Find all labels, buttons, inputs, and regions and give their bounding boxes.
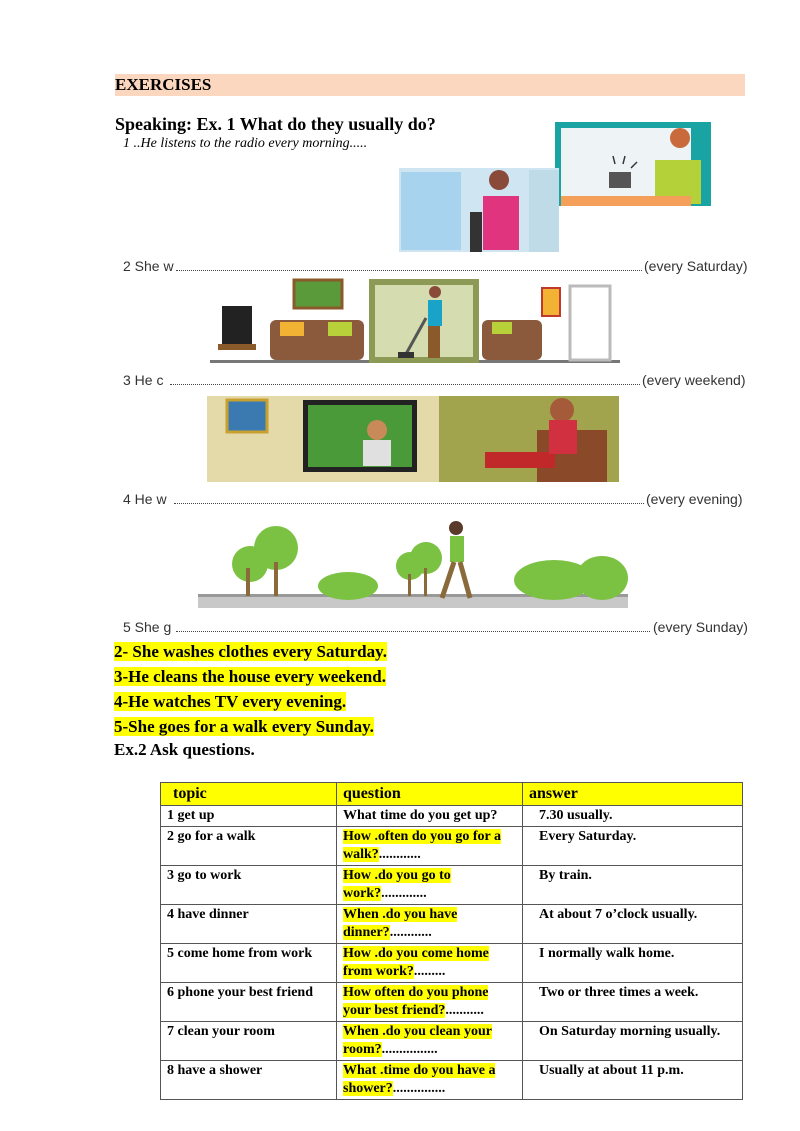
question-cell [337, 905, 523, 944]
topic-cell: 4 have dinner [161, 905, 337, 944]
sentence-4-hint: (every evening) [646, 491, 743, 507]
question-dots: ......... [413, 964, 446, 979]
table-row [161, 806, 743, 827]
question-text: How .do you go to work? [343, 868, 451, 901]
question-text: When .do you clean your room? [343, 1024, 492, 1057]
answer-blank-line [174, 503, 644, 504]
answer-cell [523, 1022, 743, 1061]
answer-blank-line [176, 270, 642, 271]
answer-2: 2- She washes clothes every Saturday. [114, 642, 387, 661]
question-cell [337, 1061, 523, 1100]
answer-text: At about 7 o’clock usually. [539, 907, 698, 922]
question-cell [337, 806, 523, 827]
exercise-2-title: Ex.2 Ask questions. [114, 740, 255, 759]
table-row [161, 866, 743, 905]
answer-blank-line [170, 384, 640, 385]
table-row [161, 944, 743, 983]
sentence-5-prefix: 5 She g [123, 619, 172, 635]
topic-cell: 5 come home from work [161, 944, 337, 983]
answer-text: Every Saturday. [539, 829, 637, 844]
question-dots: ............... [392, 1081, 446, 1096]
vacuum-room-illustration [210, 278, 620, 364]
answer-cell [523, 806, 743, 827]
answer-blank-line [176, 631, 650, 632]
topic-cell: 8 have a shower [161, 1061, 337, 1100]
table-row [161, 905, 743, 944]
question-dots: ................ [381, 1042, 438, 1057]
answer-text: I normally walk home. [539, 946, 675, 961]
column-header-answer: answer [523, 783, 743, 806]
question-text: How often do you phone your best friend? [343, 985, 489, 1018]
question-cell [337, 866, 523, 905]
column-header-question: question [337, 783, 523, 806]
question-dots: ............ [389, 925, 432, 940]
column-header-topic: topic [161, 783, 337, 806]
question-cell [337, 827, 523, 866]
tv-watching-illustration [207, 396, 619, 482]
topic-cell: 6 phone your best friend [161, 983, 337, 1022]
table-row [161, 827, 743, 866]
question-dots: ............ [378, 847, 421, 862]
question-text: How .do you come home from work? [343, 946, 489, 979]
radio-woman-illustration [395, 120, 715, 255]
question-text: When .do you have dinner? [343, 907, 458, 940]
question-text: What time do you get up? [343, 808, 498, 823]
questions-table [160, 782, 743, 1100]
sentence-3-prefix: 3 He c [123, 372, 164, 388]
sentence-2-prefix: 2 She w [123, 258, 174, 274]
answer-cell [523, 905, 743, 944]
topic-cell: 2 go for a walk [161, 827, 337, 866]
question-cell [337, 944, 523, 983]
question-dots: ........... [445, 1003, 484, 1018]
section-header-bar [115, 74, 745, 96]
answer-text: By train. [539, 868, 592, 883]
radio-icon [609, 172, 631, 188]
tv-icon [222, 306, 252, 344]
question-cell [337, 983, 523, 1022]
topic-cell: 1 get up [161, 806, 337, 827]
question-text: How .often do you go for a walk? [343, 829, 502, 862]
table-header-row [161, 783, 743, 806]
exercise-1-example-sentence: 1 ..He listens to the radio every morning..... [123, 136, 368, 151]
answer-3: 3-He cleans the house every weekend. [114, 667, 386, 686]
answer-text: Usually at about 11 p.m. [539, 1063, 684, 1078]
sentence-5-hint: (every Sunday) [653, 619, 748, 635]
topic-cell: 7 clean your room [161, 1022, 337, 1061]
answer-cell [523, 944, 743, 983]
answer-text: 7.30 usually. [539, 808, 613, 823]
topic-cell: 3 go to work [161, 866, 337, 905]
answer-text: On Saturday morning usually. [539, 1024, 721, 1039]
answer-text: Two or three times a week. [539, 985, 699, 1000]
answer-cell [523, 983, 743, 1022]
section-title: EXERCISES [115, 75, 212, 94]
answer-4: 4-He watches TV every evening. [114, 692, 347, 711]
sentence-2-hint: (every Saturday) [644, 258, 748, 274]
answer-5: 5-She goes for a walk every Sunday. [114, 717, 374, 736]
sentence-4-prefix: 4 He w [123, 491, 167, 507]
table-row [161, 983, 743, 1022]
question-cell [337, 1022, 523, 1061]
park-walk-illustration [198, 518, 628, 610]
table-row [161, 1061, 743, 1100]
exercise-1-title: Speaking: Ex. 1 What do they usually do? [115, 114, 436, 134]
question-text: What .time do you have a shower? [343, 1063, 496, 1096]
answer-cell [523, 827, 743, 866]
answer-cell [523, 1061, 743, 1100]
sentence-3-hint: (every weekend) [642, 372, 746, 388]
question-dots: ............. [381, 886, 427, 901]
table-row [161, 1022, 743, 1061]
answer-cell [523, 866, 743, 905]
